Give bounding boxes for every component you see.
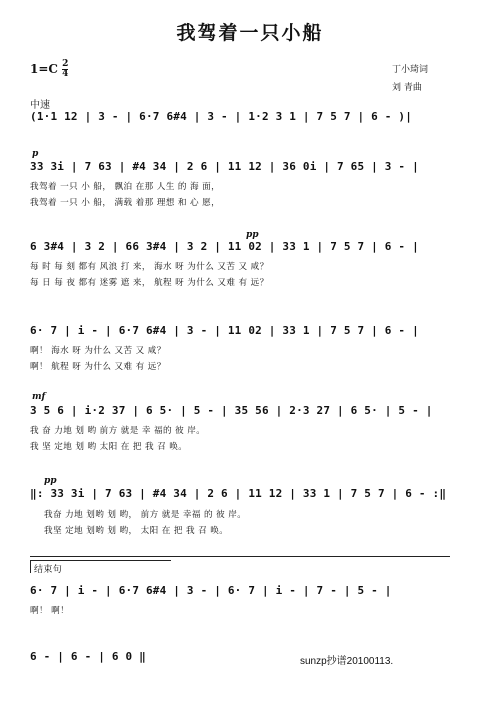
- composer-credit: 刘 青曲: [392, 83, 422, 93]
- lyric-verse-2: 啊！ 航程 呀 为什么 又难 有 远？: [30, 362, 166, 372]
- transcriber-note: sunzp抄谱20100113.: [300, 656, 394, 667]
- notation-line-2: 33 3i | 7 63 | #4 34 | 2 6 | 11 12 | 36 0i | 7 65 | 3 - |: [30, 160, 419, 173]
- song-title: 我驾着一只小船: [176, 22, 324, 44]
- lyric-verse-2: 每 日 每 夜 都有 迷雾 遮 来， 航程 呀 为什么 又难 有 远？: [30, 278, 269, 288]
- notation-line-3: 6 3#4 | 3 2 | 66 3#4 | 3 2 | 11 02 | 33 1 | 7 5 7 | 6 - |: [30, 240, 419, 253]
- time-denominator: 4: [62, 69, 69, 79]
- lyric-verse-2: 我坚 定地 划哟 划 哟， 太阳 在 把 我 召 唤。: [44, 526, 229, 536]
- notation-line-8: 6 - | 6 - | 6 0 ‖: [30, 650, 146, 663]
- lyric-verse-1: 我驾着 一只 小 船， 飘泊 在那 人生 的 海 面，: [30, 182, 221, 192]
- key-label: 1=C: [30, 62, 58, 76]
- ending-label: 结束句: [34, 565, 63, 575]
- tempo-marking: 中速: [30, 100, 50, 111]
- time-signature: [62, 60, 68, 79]
- notation-line-7: 6· 7 | i - | 6·7 6#4 | 3 - | 6· 7 | i - | 7 - | 5 - |: [30, 584, 392, 597]
- lyric-line: 啊！ 啊！: [30, 606, 70, 616]
- key-signature: [30, 60, 68, 79]
- ending-rule: [30, 556, 450, 557]
- dynamic-mark: p: [32, 149, 39, 159]
- lyric-verse-1: 我 奋 力地 划 哟 前方 就是 幸 福的 彼 岸。: [30, 426, 206, 436]
- lyric-verse-1: 啊！ 海水 呀 为什么 又苦 又 咸？: [30, 346, 166, 356]
- lyric-verse-1: 每 时 每 刻 都有 风浪 打 来， 海水 呀 为什么 又苦 又 咸？: [30, 262, 269, 272]
- lyric-verse-2: 我驾着 一只 小 船， 满载 着那 理想 和 心 愿，: [30, 198, 221, 208]
- dynamic-mark: mf: [32, 392, 46, 402]
- notation-line-1: (1·1 12 | 3 - | 6·7 6#4 | 3 - | 1·2 3 1 | 7 5 7 | 6 - )|: [30, 110, 413, 123]
- lyric-verse-2: 我 坚 定地 划 哟 太阳 在 把 我 召 唤。: [30, 442, 188, 452]
- time-numerator: 2: [62, 59, 69, 69]
- dynamic-mark: pp: [246, 230, 259, 240]
- notation-line-6: ‖: 33 3i | 7 63 | #4 34 | 2 6 | 11 12 | 33 1 | 7 5 7 | 6 - :‖: [30, 487, 447, 500]
- dynamic-mark: pp: [44, 476, 57, 486]
- notation-line-4: 6· 7 | i - | 6·7 6#4 | 3 - | 11 02 | 33 1 | 7 5 7 | 6 - |: [30, 324, 419, 337]
- notation-line-5: 3 5 6 | i·2 37 | 6 5· | 5 - | 35 56 | 2·3 27 | 6 5· | 5 - |: [30, 404, 433, 417]
- lyric-verse-1: 我奋 力地 划哟 划 哟， 前方 就是 幸福 的 彼 岸。: [44, 510, 247, 520]
- lyricist-credit: 丁小琦词: [392, 65, 429, 75]
